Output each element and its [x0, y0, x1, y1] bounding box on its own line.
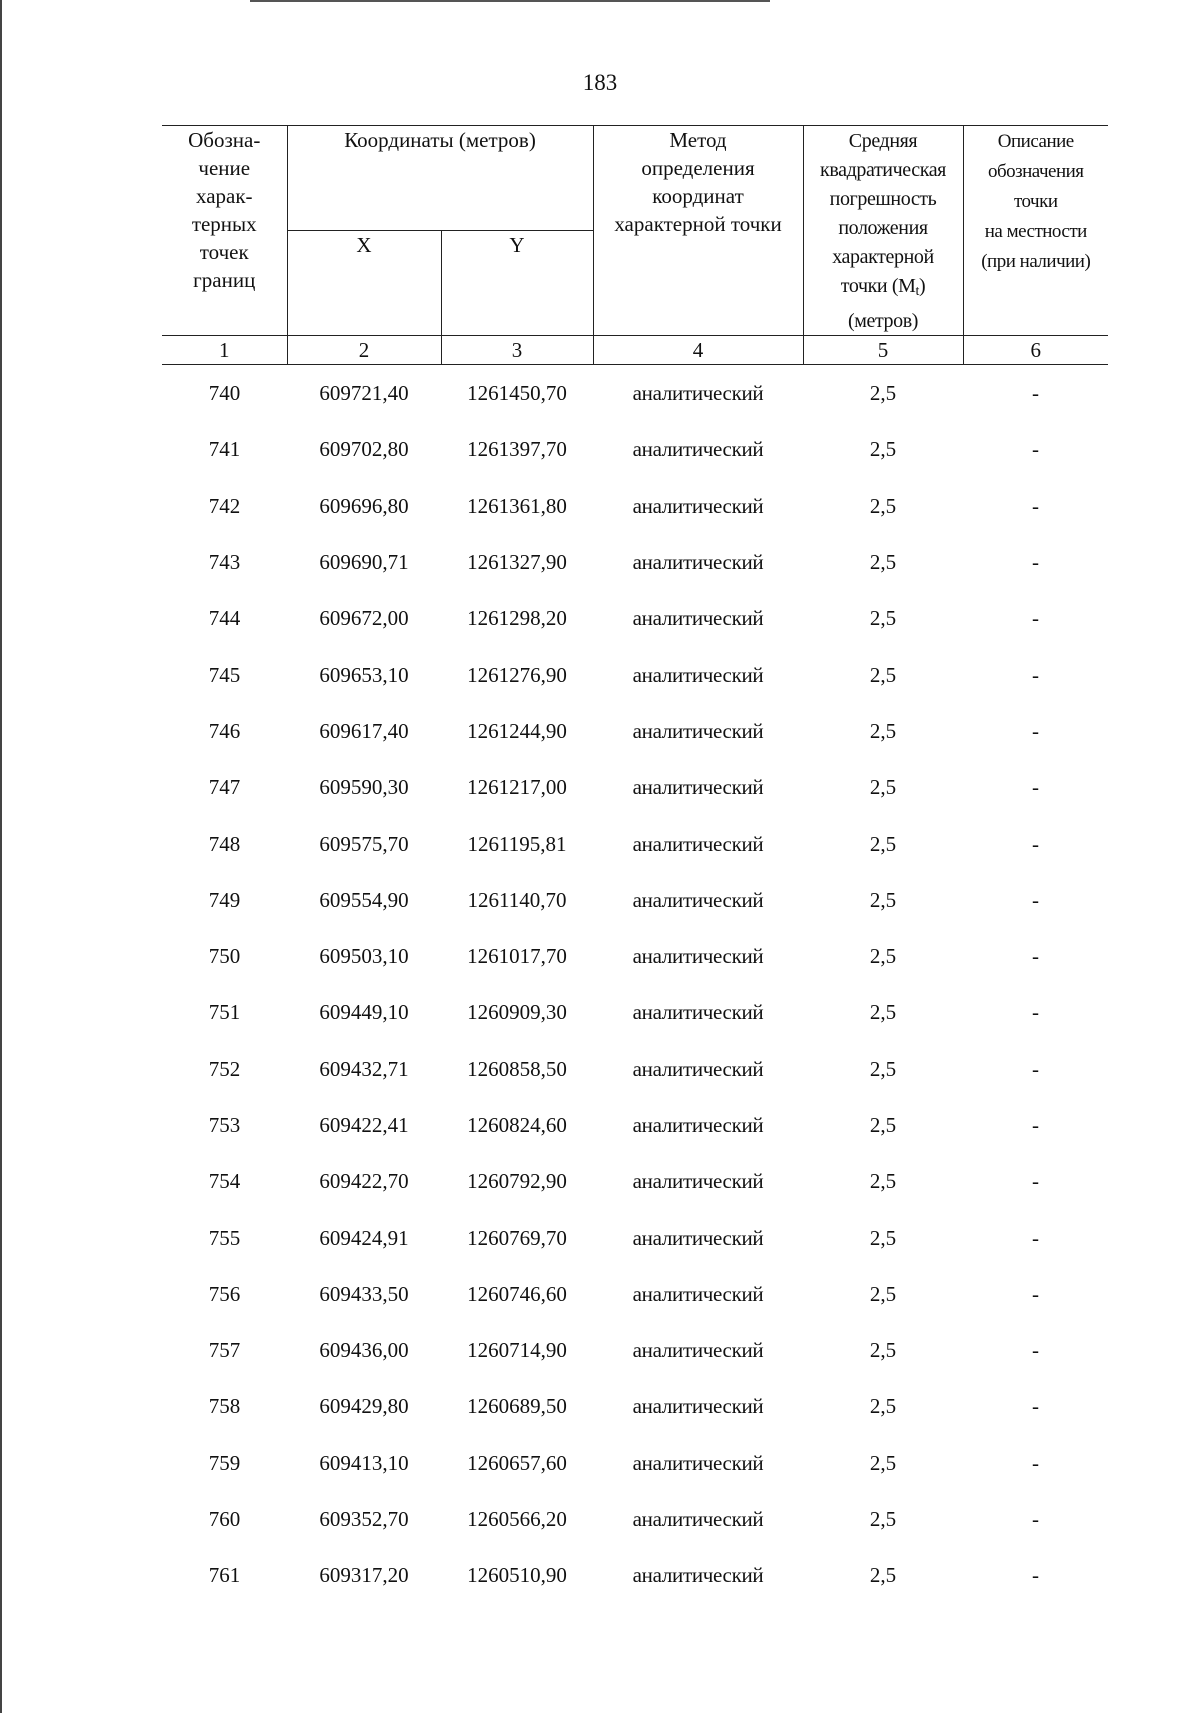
scan-edge-top	[250, 0, 770, 2]
y-coordinate-cell: 1260689,50	[467, 1394, 567, 1419]
error-cell: 2,5	[869, 1450, 897, 1475]
y-coordinate-cell: 1261140,70	[467, 887, 567, 912]
y-coordinate-cell: 1260714,90	[467, 1338, 567, 1363]
table-row	[162, 872, 1108, 928]
method-cell: аналитический	[632, 944, 764, 969]
header-error-part1: Средняя квадратическая погрешность положения характерной точки (M	[820, 130, 946, 297]
method-cell: аналитический	[632, 1169, 764, 1194]
error-cell: 2,5	[869, 944, 897, 969]
point-id-cell: 742	[208, 493, 241, 518]
y-coordinate-cell: 1260769,70	[467, 1225, 567, 1250]
error-cell: 2,5	[869, 1056, 897, 1081]
point-id-cell: 752	[208, 1056, 241, 1081]
y-coordinate-cell: 1261450,70	[467, 381, 567, 406]
description-cell: -	[1032, 1000, 1040, 1025]
method-cell: аналитический	[632, 437, 764, 462]
x-coordinate-cell: 609449,10	[319, 1000, 409, 1025]
table-row	[162, 365, 1108, 422]
point-id-cell: 750	[208, 944, 241, 969]
description-cell: -	[1032, 606, 1040, 631]
table-row	[162, 1266, 1108, 1322]
header-error-part2: ) (метров)	[847, 275, 926, 332]
method-cell: аналитический	[632, 718, 764, 743]
header-error-subscript: t	[915, 284, 919, 299]
table-row	[162, 984, 1108, 1040]
header-error-text	[820, 130, 946, 332]
point-id-cell: 753	[208, 1113, 241, 1137]
point-id-cell: 740	[208, 381, 241, 406]
error-cell: 2,5	[869, 1338, 897, 1363]
y-coordinate-cell: 1260824,60	[467, 1113, 567, 1137]
error-cell: 2,5	[869, 718, 897, 743]
table-row	[162, 928, 1108, 984]
y-coordinate-cell: 1261361,80	[467, 493, 567, 518]
header-method-text: Метод определения координат характерной точки	[614, 128, 782, 236]
method-cell: аналитический	[632, 1563, 764, 1588]
description-cell: -	[1032, 1394, 1040, 1419]
y-coordinate-cell: 1261017,70	[467, 944, 567, 969]
x-coordinate-cell: 609554,90	[319, 887, 409, 912]
x-coordinate-cell: 609672,00	[319, 606, 409, 631]
description-cell: -	[1032, 662, 1040, 687]
description-cell: -	[1032, 887, 1040, 912]
description-cell: -	[1032, 718, 1040, 743]
y-coordinate-cell: 1261244,90	[467, 718, 567, 743]
point-id-cell: 741	[208, 437, 241, 462]
point-id-cell: 745	[208, 662, 241, 687]
error-cell: 2,5	[869, 1113, 897, 1137]
table-row	[162, 1041, 1108, 1097]
description-cell: -	[1032, 1056, 1040, 1081]
error-cell: 2,5	[869, 1281, 897, 1306]
point-id-cell: 755	[208, 1225, 241, 1250]
header-y	[441, 231, 593, 336]
method-cell: аналитический	[632, 381, 764, 406]
y-coordinate-cell: 1261327,90	[467, 550, 567, 575]
header-coordinates-text: Координаты (метров)	[344, 128, 536, 152]
description-cell: -	[1032, 381, 1040, 406]
description-cell: -	[1032, 1507, 1040, 1532]
header-x	[287, 231, 441, 336]
method-cell: аналитический	[632, 775, 764, 800]
header-row	[162, 126, 1108, 231]
point-id-cell: 744	[208, 606, 241, 631]
error-cell: 2,5	[869, 437, 897, 462]
x-coordinate-cell: 609413,10	[319, 1450, 409, 1475]
column-number: 4	[593, 336, 803, 365]
header-coordinates	[287, 126, 593, 231]
point-id-cell: 761	[208, 1563, 241, 1588]
table-row	[162, 646, 1108, 702]
point-id-cell: 747	[208, 775, 241, 800]
page-number: 183	[582, 70, 618, 95]
method-cell: аналитический	[632, 1056, 764, 1081]
header-designation	[162, 126, 287, 336]
x-coordinate-cell: 609653,10	[319, 662, 409, 687]
method-cell: аналитический	[632, 887, 764, 912]
x-coordinate-cell: 609422,70	[319, 1169, 409, 1194]
description-cell: -	[1032, 775, 1040, 800]
scan-edge-left	[0, 0, 2, 1713]
x-coordinate-cell: 609590,30	[319, 775, 409, 800]
x-coordinate-cell: 609424,91	[319, 1225, 409, 1250]
table-row	[162, 1153, 1108, 1209]
error-cell: 2,5	[869, 1563, 897, 1588]
description-cell: -	[1032, 1563, 1040, 1588]
method-cell: аналитический	[632, 1507, 764, 1532]
table-row	[162, 1491, 1108, 1547]
error-cell: 2,5	[869, 1507, 897, 1532]
description-cell: -	[1032, 1113, 1040, 1137]
column-number: 5	[803, 336, 963, 365]
description-cell: -	[1032, 1450, 1040, 1475]
x-coordinate-cell: 609617,40	[319, 718, 409, 743]
y-coordinate-cell: 1261195,81	[467, 831, 567, 856]
error-cell: 2,5	[869, 1394, 897, 1419]
point-id-cell: 749	[208, 887, 241, 912]
point-id-cell: 751	[208, 1000, 241, 1025]
error-cell: 2,5	[869, 606, 897, 631]
description-cell: -	[1032, 1225, 1040, 1250]
table-row	[162, 815, 1108, 871]
y-coordinate-cell: 1260858,50	[467, 1056, 567, 1081]
table-row	[162, 759, 1108, 815]
x-coordinate-cell: 609503,10	[319, 944, 409, 969]
header-y-text: Y	[509, 233, 525, 257]
table-row	[162, 534, 1108, 590]
header-error	[803, 126, 963, 336]
table-row	[162, 421, 1108, 477]
point-id-cell: 746	[208, 718, 241, 743]
error-cell: 2,5	[869, 493, 897, 518]
point-id-cell: 758	[208, 1394, 241, 1419]
table-body	[162, 365, 1108, 1604]
x-coordinate-cell: 609702,80	[319, 437, 409, 462]
table-row	[162, 1435, 1108, 1491]
error-cell: 2,5	[869, 550, 897, 575]
description-cell: -	[1032, 1338, 1040, 1363]
description-cell: -	[1032, 1169, 1040, 1194]
description-cell: -	[1032, 831, 1040, 856]
error-cell: 2,5	[869, 1000, 897, 1025]
x-coordinate-cell: 609436,00	[319, 1338, 409, 1363]
x-coordinate-cell: 609721,40	[319, 381, 409, 406]
point-id-cell: 754	[208, 1169, 241, 1194]
x-coordinate-cell: 609429,80	[319, 1394, 409, 1419]
method-cell: аналитический	[632, 1000, 764, 1025]
method-cell: аналитический	[632, 550, 764, 575]
y-coordinate-cell: 1260792,90	[467, 1169, 567, 1194]
y-coordinate-cell: 1261276,90	[467, 662, 567, 687]
x-coordinate-cell: 609317,20	[319, 1563, 409, 1588]
table-row	[162, 1322, 1108, 1378]
y-coordinate-cell: 1261217,00	[467, 775, 567, 800]
method-cell: аналитический	[632, 831, 764, 856]
point-id-cell: 743	[208, 550, 241, 575]
description-cell: -	[1032, 437, 1040, 462]
description-cell: -	[1032, 493, 1040, 518]
description-cell: -	[1032, 550, 1040, 575]
table-row	[162, 1547, 1108, 1603]
column-number: 6	[963, 336, 1108, 365]
x-coordinate-cell: 609696,80	[319, 493, 409, 518]
description-cell: -	[1032, 1281, 1040, 1306]
method-cell: аналитический	[632, 606, 764, 631]
header-description	[963, 126, 1108, 336]
point-id-cell: 760	[208, 1507, 241, 1532]
error-cell: 2,5	[869, 831, 897, 856]
header-designation-text: Обозна- чение харак- терных точек границ	[188, 128, 261, 292]
y-coordinate-cell: 1261397,70	[467, 437, 567, 462]
error-cell: 2,5	[869, 662, 897, 687]
description-cell: -	[1032, 944, 1040, 969]
x-coordinate-cell: 609432,71	[319, 1056, 409, 1081]
error-cell: 2,5	[869, 381, 897, 406]
point-id-cell: 756	[208, 1281, 241, 1306]
column-number: 3	[441, 336, 593, 365]
table-row	[162, 703, 1108, 759]
table-row	[162, 1097, 1108, 1153]
y-coordinate-cell: 1260657,60	[467, 1450, 567, 1475]
x-coordinate-cell: 609575,70	[319, 831, 409, 856]
header-x-text: X	[356, 233, 372, 257]
method-cell: аналитический	[632, 1113, 764, 1137]
error-cell: 2,5	[869, 775, 897, 800]
table-row	[162, 1378, 1108, 1434]
y-coordinate-cell: 1261298,20	[467, 606, 567, 631]
header-method	[593, 126, 803, 336]
method-cell: аналитический	[632, 493, 764, 518]
point-id-cell: 759	[208, 1450, 241, 1475]
table-row	[162, 1209, 1108, 1265]
method-cell: аналитический	[632, 1338, 764, 1363]
method-cell: аналитический	[632, 1225, 764, 1250]
error-cell: 2,5	[869, 887, 897, 912]
point-id-cell: 748	[208, 831, 241, 856]
coordinates-table	[162, 125, 1108, 1604]
table-row	[162, 590, 1108, 646]
method-cell: аналитический	[632, 1394, 764, 1419]
error-cell: 2,5	[869, 1169, 897, 1194]
column-numbers-row	[162, 336, 1108, 365]
x-coordinate-cell: 609433,50	[319, 1281, 409, 1306]
x-coordinate-cell: 609422,41	[319, 1113, 409, 1137]
coordinates-table-container	[162, 125, 1108, 1604]
y-coordinate-cell: 1260510,90	[467, 1563, 567, 1588]
x-coordinate-cell: 609352,70	[319, 1507, 409, 1532]
error-cell: 2,5	[869, 1225, 897, 1250]
table-row	[162, 478, 1108, 534]
method-cell: аналитический	[632, 1281, 764, 1306]
y-coordinate-cell: 1260746,60	[467, 1281, 567, 1306]
y-coordinate-cell: 1260909,30	[467, 1000, 567, 1025]
method-cell: аналитический	[632, 662, 764, 687]
header-description-text: Описание обозначения точки на местности (при наличии)	[981, 131, 1091, 272]
point-id-cell: 757	[208, 1338, 241, 1363]
y-coordinate-cell: 1260566,20	[467, 1507, 567, 1532]
column-number: 1	[162, 336, 287, 365]
x-coordinate-cell: 609690,71	[319, 550, 409, 575]
method-cell: аналитический	[632, 1450, 764, 1475]
column-number: 2	[287, 336, 441, 365]
